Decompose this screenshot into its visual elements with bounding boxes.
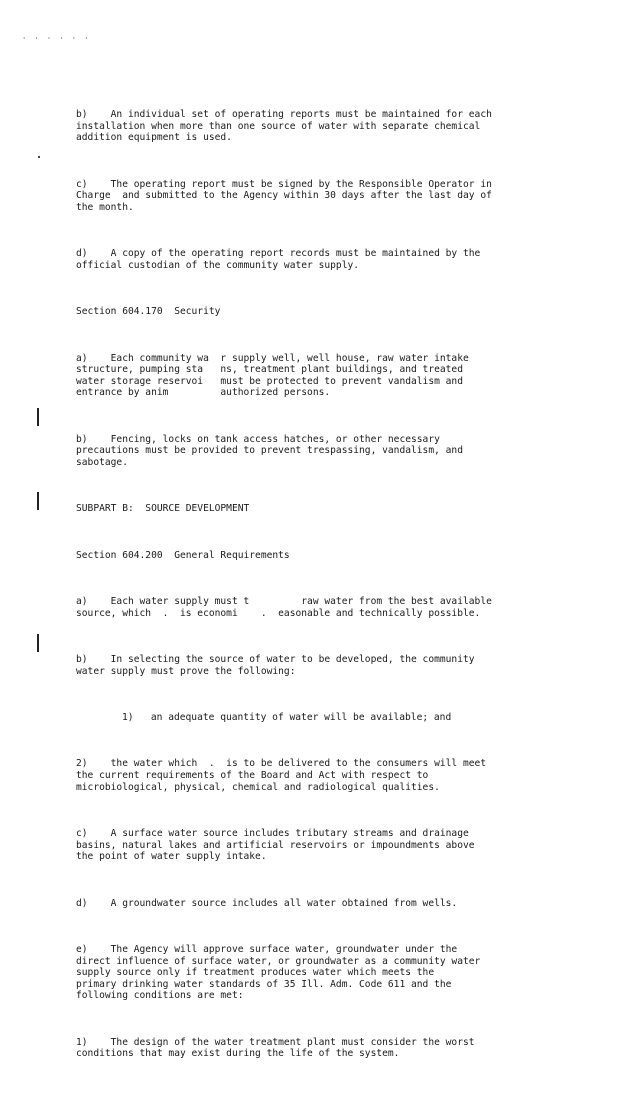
paragraph: c) The operating report must be signed by the Responsible Operator in Charge and submitted to the Agency within 30 days after the last day of the month. <box>76 178 492 213</box>
paragraph: c) A surface water source includes tributary streams and drainage basins, natural lakes and artificial reservoirs or impoundments above the point of water supply intake. <box>76 828 475 863</box>
paragraph: a) Each community wa r supply well, well house, raw water intake structure, pumping sta ns, treatment plant buildings, and treated water storage reservoi must be protected to prevent vandalism and entrance by anim authorized persons. <box>76 352 469 399</box>
paragraph: 1) The design of the water treatment plant must consider the worst conditions that may exist during the life of the system. <box>76 1036 475 1060</box>
section-heading: Section 604.170 Security <box>76 306 221 318</box>
paragraph: 2) the water which . is to be delivered to the consumers will meet the current requirements of the Board and Act with respect to microbiological, physical, chemical and radiological qualities. <box>76 758 487 793</box>
scan-marks: ' ' ' ' ' ' <box>22 36 91 44</box>
paragraph: d) A groundwater source includes all water obtained from wells. <box>76 897 458 909</box>
scan-dot <box>38 156 40 158</box>
revision-bar <box>37 634 39 652</box>
document-body <box>76 86 546 1095</box>
subpart-heading: SUBPART B: SOURCE DEVELOPMENT <box>76 503 250 515</box>
revision-bar <box>37 492 39 510</box>
paragraph: a) Each water supply must t raw water from the best available source, which . is economi . easonable and technically possible. <box>76 596 492 619</box>
paragraph: b) In selecting the source of water to be developed, the community water supply must prove the following: <box>76 654 475 677</box>
revision-bar <box>37 408 39 426</box>
paragraph: d) A copy of the operating report records must be maintained by the official custodian of the community water supply. <box>76 248 481 271</box>
paragraph: e) The Agency will approve surface water, groundwater under the direct influence of surface water, or groundwater as a community water supply source only if treatment produces water which meets the primary drinking water standards of 35 Ill. Adm. Code 611 and the following conditions are met: <box>76 943 481 1002</box>
section-heading: Section 604.200 General Requirements <box>76 549 290 561</box>
paragraph: b) Fencing, locks on tank access hatches, or other necessary precautions must be provided to prevent trespassing, vandalism, and sabotage. <box>76 433 463 468</box>
paragraph: b) An individual set of operating reports must be maintained for each installation when more than one source of water with separate chemical addition equipment is used. <box>76 109 492 144</box>
paragraph: 1) an adequate quantity of water will be available; and <box>122 712 452 724</box>
